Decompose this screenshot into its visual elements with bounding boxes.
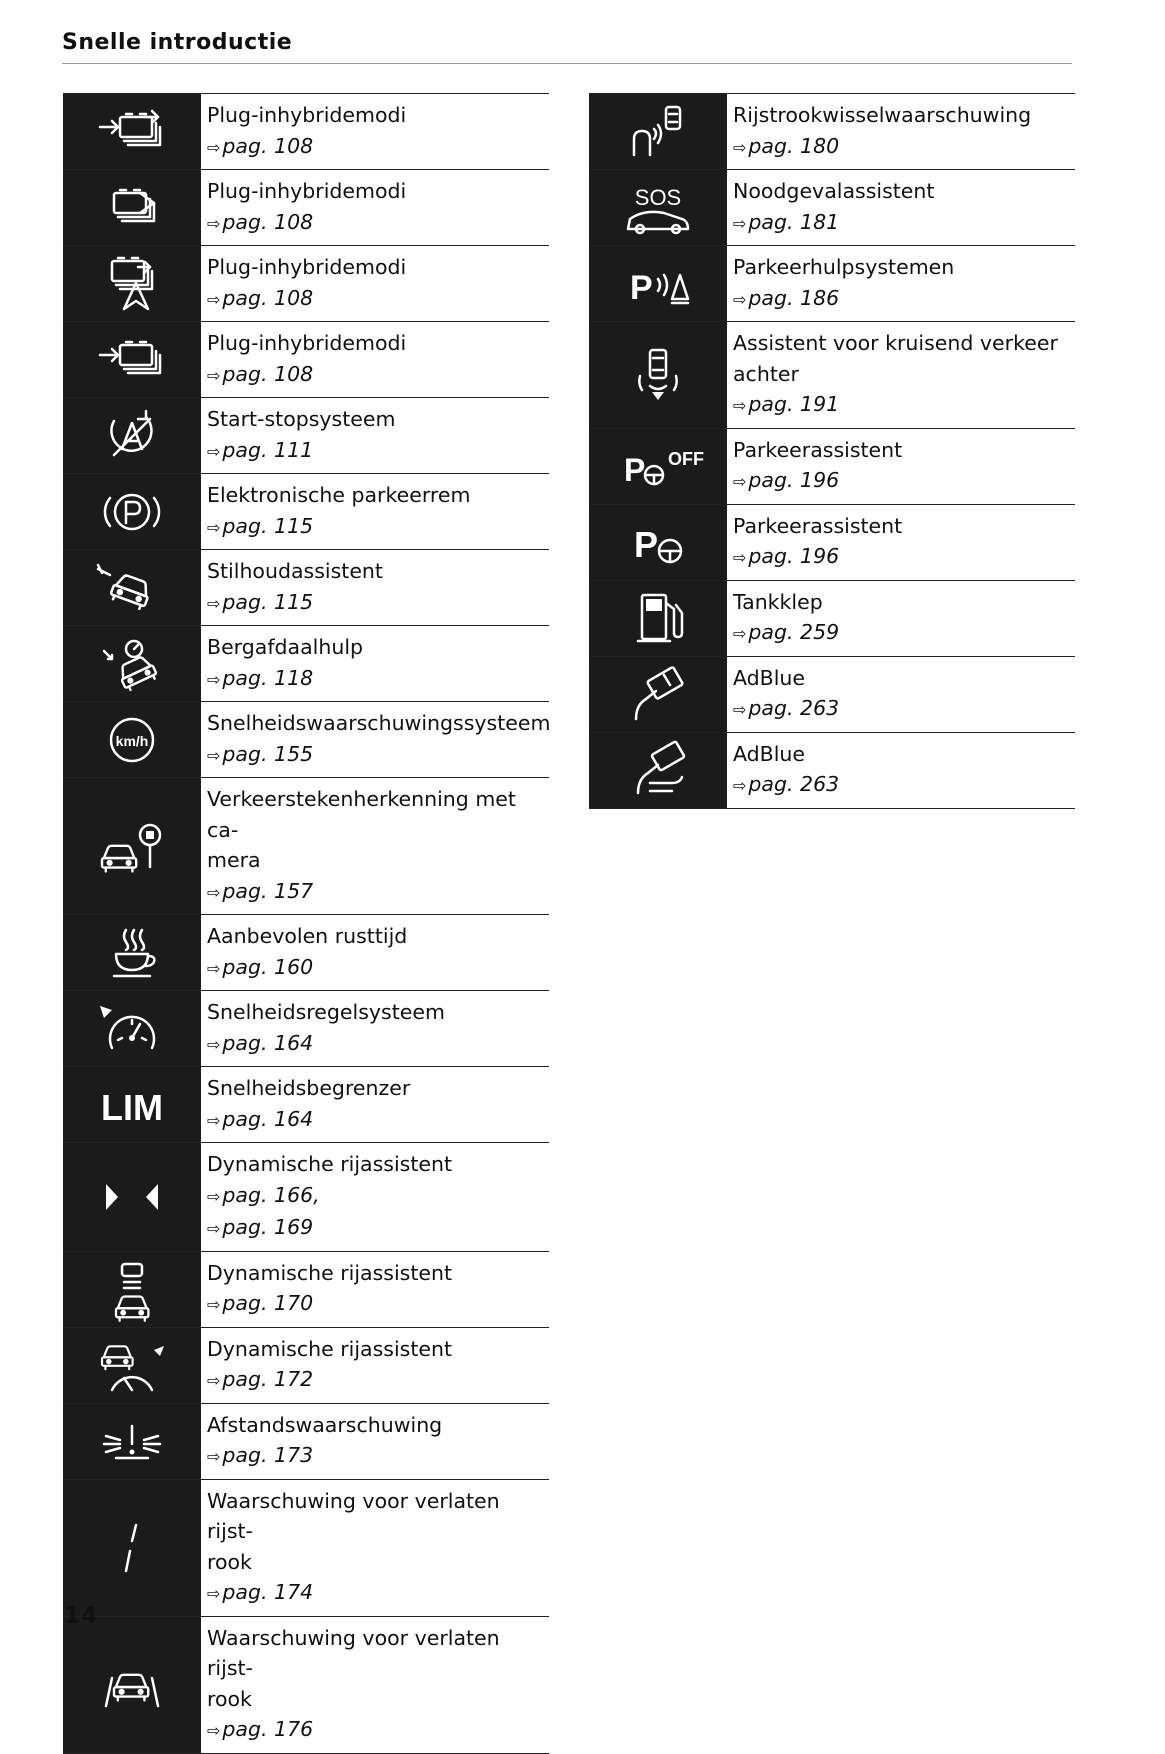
table-row (589, 94, 1075, 170)
arrow-right-icon: ⇨ (733, 624, 747, 643)
arrow-right-icon: ⇨ (207, 958, 221, 978)
entry-title: Waarschuwing voor verlaten rijst- (207, 1625, 500, 1680)
page-reference-text: pag. 108 (222, 285, 314, 310)
svg-text:P: P (624, 452, 646, 488)
page-reference-text: pag. 173 (222, 1443, 314, 1467)
page-reference-text: pag. 166, (222, 1182, 320, 1207)
table-row (63, 915, 549, 991)
page-number: 14 (64, 1603, 99, 1629)
entry-title: Dynamische rijassistent (207, 1260, 453, 1285)
arrow-right-icon: ⇨ (207, 745, 221, 765)
distance-warning-icon (63, 1404, 201, 1479)
entry-title: Tankklep (733, 589, 823, 614)
page-reference-link[interactable] (733, 769, 1075, 802)
traffic-sign-recognition-icon (63, 778, 201, 914)
table-row (63, 1252, 549, 1328)
park-steering-icon (589, 505, 727, 580)
entry-title: Afstandswaarschuwing (207, 1412, 443, 1437)
entry-title: Parkeerassistent (733, 437, 903, 462)
page-reference-text: pag. 191 (748, 392, 840, 416)
page-reference-link[interactable] (207, 1212, 549, 1245)
page-reference-text: pag. 108 (222, 209, 314, 234)
table-row (63, 1328, 549, 1404)
svg-text:P: P (634, 524, 659, 565)
page-reference-text: pag. 169 (222, 1215, 314, 1239)
arrow-right-icon: ⇨ (207, 1034, 221, 1054)
lane-line-icon (63, 1480, 201, 1616)
table-row (63, 1067, 549, 1143)
arrow-right-icon: ⇨ (207, 137, 221, 157)
hill-descent-icon (63, 626, 201, 701)
page-reference-text: pag. 164 (222, 1030, 314, 1055)
arrow-right-icon: ⇨ (207, 1584, 221, 1603)
arrow-right-icon: ⇨ (207, 882, 221, 902)
page-reference-link[interactable] (733, 465, 1075, 498)
arrow-right-icon: ⇨ (207, 365, 221, 385)
arrow-right-icon: ⇨ (207, 1371, 221, 1390)
entry-text (201, 626, 549, 701)
entry-title: mera (207, 848, 261, 872)
arrow-right-icon: ⇨ (207, 669, 221, 689)
entry-text (727, 246, 1075, 321)
entry-title: Parkeerassistent (733, 513, 903, 538)
entry-text (201, 246, 549, 321)
page-reference-text: pag. 196 (748, 468, 840, 492)
page-reference-link[interactable] (207, 663, 549, 696)
table-row (63, 246, 549, 322)
entry-title: Snelheidsregelsysteem (207, 1000, 445, 1024)
arrow-right-icon: ⇨ (207, 1186, 221, 1206)
arrow-right-icon: ⇨ (207, 517, 221, 537)
page-reference-link[interactable] (207, 1577, 549, 1610)
entry-text (201, 702, 550, 777)
svg-text:SOS: SOS (634, 184, 682, 210)
entry-text (201, 170, 549, 245)
right-icon-table (589, 93, 1075, 809)
table-row (589, 170, 1075, 246)
arrow-right-icon: ⇨ (207, 1219, 221, 1238)
page-reference-text: pag. 263 (748, 772, 840, 796)
cruise-control-icon (63, 991, 201, 1066)
table-row (589, 657, 1075, 733)
entry-text (201, 1328, 549, 1403)
hold-assist-icon (63, 550, 201, 625)
page-reference-link[interactable] (207, 739, 550, 772)
lane-arrows-icon (63, 1143, 201, 1251)
table-row (589, 581, 1075, 657)
page-reference-link[interactable] (733, 541, 1075, 574)
entry-text (201, 1143, 549, 1251)
page-reference-text: pag. 186 (748, 285, 840, 310)
entry-title: AdBlue (733, 741, 806, 766)
page-reference-link[interactable] (733, 389, 1075, 422)
page-reference-link[interactable] (207, 1028, 549, 1061)
left-icon-table (63, 93, 549, 1754)
page-reference-link[interactable] (207, 1180, 549, 1213)
page-reference-link[interactable] (207, 359, 549, 392)
entry-text (727, 429, 1075, 504)
park-assist-icon (589, 246, 727, 321)
entry-text (201, 1252, 549, 1327)
entry-title: Parkeerhulpsystemen (733, 255, 955, 279)
page-reference-text: pag. 180 (748, 133, 840, 158)
entry-text (727, 505, 1075, 580)
page-reference-text: pag. 181 (748, 209, 840, 234)
entry-text (727, 322, 1075, 428)
page-reference-link[interactable] (733, 131, 1075, 164)
park-steering-off-icon (589, 429, 727, 504)
svg-text:km/h: km/h (115, 732, 149, 749)
entry-title: Noodgevalassistent (733, 179, 935, 203)
page-reference-link[interactable] (207, 1440, 549, 1473)
fuel-pump-icon (589, 581, 727, 656)
entry-text (201, 398, 549, 473)
coffee-cup-icon (63, 915, 201, 990)
arrow-right-icon: ⇨ (733, 776, 747, 795)
page-reference-text: pag. 108 (222, 133, 314, 158)
page-reference-text: pag. 176 (222, 1717, 314, 1741)
entry-title: Elektronische parkeerrem (207, 483, 471, 507)
arrow-right-icon: ⇨ (207, 289, 221, 309)
entry-text (727, 581, 1075, 656)
table-row (63, 702, 549, 778)
table-row (589, 246, 1075, 322)
table-row (63, 1617, 549, 1754)
speed-warning-icon (63, 702, 201, 777)
arrow-right-icon: ⇨ (733, 548, 747, 567)
arrow-right-icon: ⇨ (207, 1110, 221, 1130)
arrow-right-icon: ⇨ (733, 396, 747, 415)
page-reference-text: pag. 111 (222, 437, 314, 462)
entry-title: Waarschuwing voor verlaten rijst- (207, 1488, 500, 1543)
arrow-right-icon: ⇨ (733, 472, 747, 491)
entry-title: Plug-inhybridemodi (207, 179, 407, 203)
sos-car-icon (589, 170, 727, 245)
entry-title: Plug-inhybridemodi (207, 255, 407, 279)
page-reference-link[interactable] (207, 207, 549, 240)
entry-title: Snelheidswaarschuwingssysteem (207, 711, 551, 735)
entry-title: Plug-inhybridemodi (207, 331, 407, 355)
entry-text (201, 915, 549, 990)
page-reference-link[interactable] (207, 587, 549, 620)
page-reference-link[interactable] (207, 952, 549, 985)
adblue-service-icon (589, 733, 727, 808)
lane-change-warning-icon (589, 94, 727, 169)
arrow-right-icon: ⇨ (207, 1721, 221, 1740)
arrow-right-icon: ⇨ (207, 1447, 221, 1466)
entry-text (201, 94, 549, 169)
lim-icon (63, 1067, 201, 1142)
table-row (589, 505, 1075, 581)
svg-text:OFF: OFF (668, 449, 704, 469)
entry-title: Rijstrookwisselwaarschuwing (733, 103, 1032, 127)
page-reference-text: pag. 155 (222, 741, 314, 766)
table-row (63, 626, 549, 702)
page-header (62, 30, 1072, 64)
page-reference-text: pag. 157 (222, 878, 314, 903)
entry-text (201, 1480, 549, 1616)
hybrid-mode-charge-icon (63, 170, 201, 245)
entry-title: Snelheidsbegrenzer (207, 1076, 411, 1100)
arrow-right-icon: ⇨ (733, 213, 747, 233)
page-reference-link[interactable] (733, 617, 1075, 650)
page-reference-text: pag. 174 (222, 1580, 314, 1604)
entry-title: Aanbevolen rusttijd (207, 924, 408, 948)
table-row (63, 1404, 549, 1480)
distance-car-icon (63, 1252, 201, 1327)
page-reference-text: pag. 118 (222, 665, 314, 690)
table-row (63, 778, 549, 915)
table-row (589, 322, 1075, 429)
svg-text:P: P (630, 268, 653, 307)
page-reference-link[interactable] (207, 1104, 549, 1137)
table-row (63, 1480, 549, 1617)
page-reference-text: pag. 164 (222, 1106, 314, 1131)
adaptive-speed-icon (63, 1328, 201, 1403)
page-reference-text: pag. 108 (222, 361, 314, 386)
lane-departure-icon (63, 1617, 201, 1753)
hybrid-mode-icon (63, 94, 201, 169)
entry-title: Assistent voor kruisend verkeer (733, 331, 1058, 355)
arrow-right-icon: ⇨ (733, 137, 747, 157)
parking-brake-icon (63, 474, 201, 549)
entry-text (201, 778, 549, 914)
arrow-right-icon: ⇨ (733, 289, 747, 309)
adblue-icon (589, 657, 727, 732)
entry-text (201, 1617, 549, 1753)
page-reference-link[interactable] (207, 283, 549, 316)
entry-title: Start-stopsysteem (207, 407, 396, 431)
entry-text (727, 170, 1075, 245)
page-reference-text: pag. 115 (222, 513, 314, 538)
entry-text (201, 322, 549, 397)
page-reference-text: pag. 172 (222, 1367, 314, 1391)
page-reference-link[interactable] (733, 693, 1075, 726)
entry-title: Bergafdaalhulp (207, 635, 364, 659)
page-reference-link[interactable] (733, 207, 1075, 240)
entry-text (201, 474, 549, 549)
arrow-right-icon: ⇨ (207, 213, 221, 233)
table-row (589, 733, 1075, 809)
hybrid-mode-electric-icon (63, 322, 201, 397)
entry-title: Plug-inhybridemodi (207, 103, 407, 127)
entry-title: rook (207, 1549, 252, 1574)
entry-title: Dynamische rijassistent (207, 1152, 453, 1176)
arrow-right-icon: ⇨ (207, 593, 221, 613)
header-title: Snelle introductie (62, 30, 293, 55)
table-row (63, 170, 549, 246)
page-reference-link[interactable] (733, 283, 1075, 316)
page-reference-link[interactable] (207, 435, 549, 468)
table-row (63, 322, 549, 398)
page-reference-link[interactable] (207, 1714, 549, 1747)
page-reference-text: pag. 170 (222, 1291, 314, 1315)
start-stop-icon (63, 398, 201, 473)
arrow-right-icon: ⇨ (733, 700, 747, 719)
entry-text (201, 991, 549, 1066)
page-reference-link[interactable] (207, 511, 549, 544)
table-row (63, 550, 549, 626)
entry-title: Stilhoudassistent (207, 559, 383, 583)
table-row (63, 1143, 549, 1252)
entry-text (727, 94, 1075, 169)
entry-text (201, 1067, 549, 1142)
entry-text (201, 1404, 549, 1479)
cross-traffic-icon (589, 322, 727, 428)
page-reference-text: pag. 259 (748, 620, 840, 644)
page-reference-text: pag. 263 (748, 696, 840, 720)
table-row (63, 398, 549, 474)
entry-title: AdBlue (733, 665, 806, 690)
table-row (63, 94, 549, 170)
table-row (63, 991, 549, 1067)
svg-text:LIM: LIM (101, 1086, 163, 1128)
page-reference-link[interactable] (207, 1364, 549, 1397)
entry-text (727, 733, 1075, 808)
arrow-right-icon: ⇨ (207, 1295, 221, 1314)
page-reference-text: pag. 196 (748, 544, 840, 568)
page-reference-text: pag. 115 (222, 589, 314, 614)
page-reference-link[interactable] (207, 131, 549, 164)
entry-text (727, 657, 1075, 732)
entry-title: Dynamische rijassistent (207, 1336, 453, 1361)
entry-title: achter (733, 361, 799, 386)
page-reference-link[interactable] (207, 876, 549, 909)
table-row (589, 429, 1075, 505)
hybrid-mode-navigation-icon (63, 246, 201, 321)
entry-title: rook (207, 1686, 252, 1711)
entry-text (201, 550, 549, 625)
arrow-right-icon: ⇨ (207, 441, 221, 461)
entry-title: Verkeerstekenherkenning met ca- (207, 787, 516, 842)
page-reference-link[interactable] (207, 1288, 549, 1321)
page-reference-text: pag. 160 (222, 954, 314, 979)
table-row (63, 474, 549, 550)
